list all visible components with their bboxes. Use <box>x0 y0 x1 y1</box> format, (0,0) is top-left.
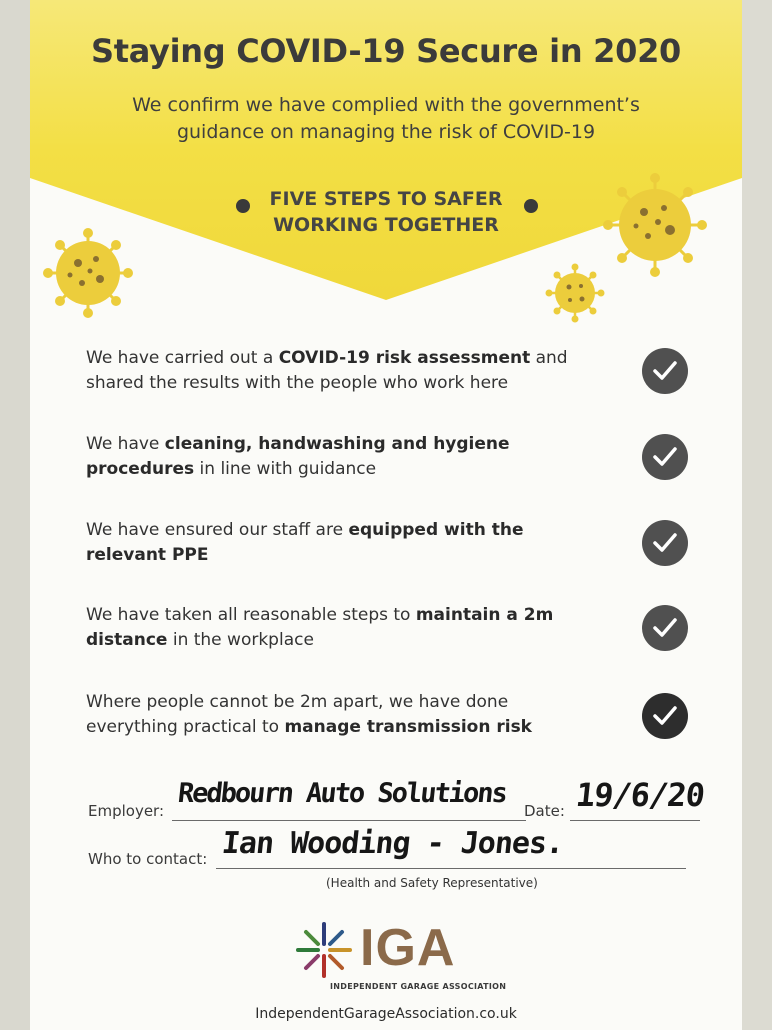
page-title: Staying COVID-19 Secure in 2020 <box>91 32 681 70</box>
checkmark-icon <box>642 605 688 651</box>
employer-label: Employer: <box>88 802 165 820</box>
date-label: Date: <box>524 802 565 820</box>
contact-handwritten-value: Ian Wooding - Jones. <box>220 826 566 861</box>
step-4-text <box>86 603 626 653</box>
step-3-pre: We have ensured our staff are <box>86 520 349 540</box>
step-4-pre: We have taken all reasonable steps to <box>86 605 416 625</box>
poster-sheet <box>30 0 742 1030</box>
step-5-text <box>86 690 626 740</box>
step-2-pre: We have <box>86 434 165 454</box>
background-right-edge <box>742 0 772 1030</box>
checkmark-icon <box>642 348 688 394</box>
date-handwritten-value: 19/6/20 <box>574 776 706 814</box>
background-left-edge <box>0 0 30 1030</box>
step-1-bold: COVID-19 risk assessment <box>278 348 531 368</box>
employer-handwritten-value: Redbourn Auto Solutions <box>176 778 508 809</box>
step-2-bold: cleaning, handwashing and hygiene <box>164 434 510 454</box>
step-1-pre: We have carried out a <box>86 348 279 368</box>
five-steps-line-2: WORKING TOGETHER <box>273 214 499 236</box>
virus-icon-right-large <box>600 170 710 280</box>
checkmark-icon <box>642 520 688 566</box>
checkmark-icon <box>642 693 688 739</box>
virus-icon-left <box>40 225 136 321</box>
step-4-line-2: in the workplace <box>167 630 314 650</box>
employer-line <box>172 820 526 821</box>
date-line <box>570 820 700 821</box>
step-3-line-2-bold: relevant PPE <box>86 545 209 565</box>
website-link: IndependentGarageAssociation.co.uk <box>255 1006 517 1022</box>
step-4-line-2-bold: distance <box>86 630 168 650</box>
step-2-line-2-bold: procedures <box>86 459 195 479</box>
step-1-text <box>86 346 626 396</box>
virus-icon-right-small <box>544 262 606 324</box>
step-2-line-2: in line with guidance <box>194 459 377 479</box>
five-steps-line-1: FIVE STEPS TO SAFER <box>269 188 503 210</box>
step-4-bold: maintain a 2m <box>415 605 554 625</box>
five-steps-heading <box>230 186 542 238</box>
subtitle-line-1: We confirm we have complied with the government’s <box>132 94 640 116</box>
step-5-line-2-bold: manage transmission risk <box>284 717 532 737</box>
step-2-text <box>86 432 626 482</box>
checkmark-icon <box>642 434 688 480</box>
step-1-line-2: shared the results with the people who work here <box>86 373 509 393</box>
contact-role-note: (Health and Safety Representative) <box>326 876 538 890</box>
step-5-pre: Where people cannot be 2m apart, we have done <box>86 692 509 712</box>
iga-logo-subtitle: INDEPENDENT GARAGE ASSOCIATION <box>330 982 507 991</box>
contact-label: Who to contact: <box>88 850 208 868</box>
iga-logo-icon <box>294 920 354 980</box>
bullet-dot-right <box>524 199 538 213</box>
iga-logo-text: IGA <box>360 919 456 977</box>
subtitle-line-2: guidance on managing the risk of COVID-19 <box>176 121 596 143</box>
contact-line <box>216 868 686 869</box>
step-3-text <box>86 518 626 568</box>
page-subtitle <box>60 92 712 146</box>
step-1-mid: and <box>530 348 568 368</box>
step-5-line-2: everything practical to <box>86 717 285 737</box>
step-3-bold: equipped with the <box>348 520 524 540</box>
